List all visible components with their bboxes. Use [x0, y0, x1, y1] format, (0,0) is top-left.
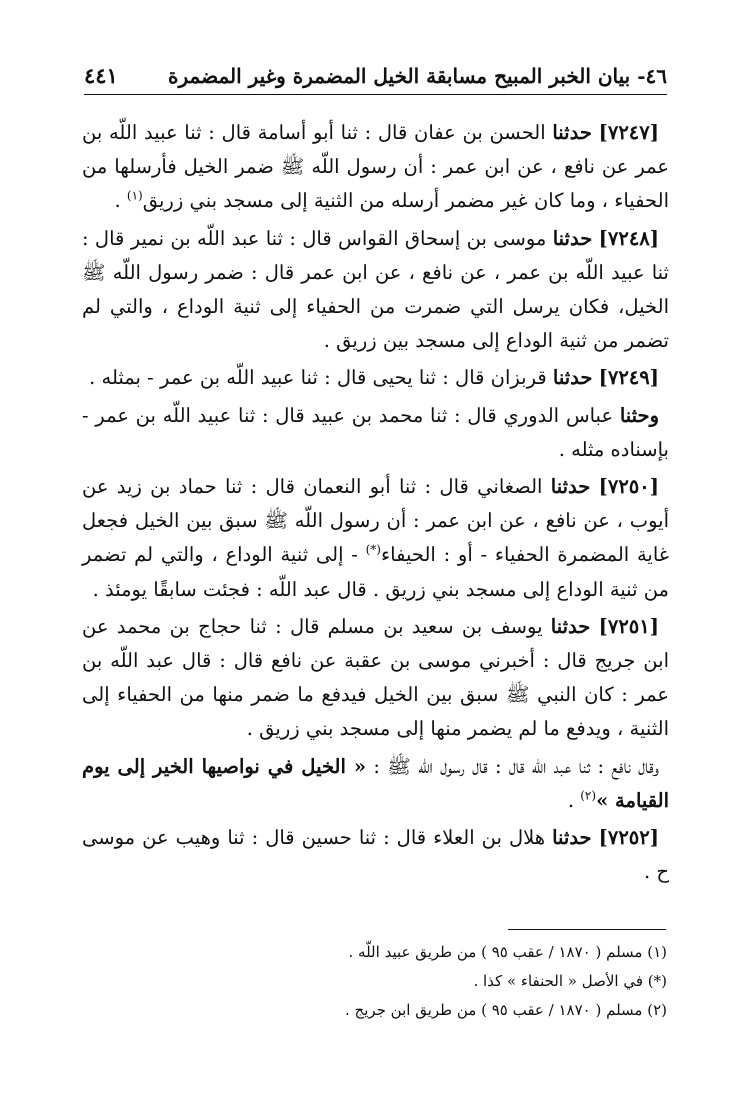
- hadith-number: [٧٢٥٠]: [598, 475, 659, 499]
- footnote-ref: (*): [365, 542, 381, 557]
- hadith-text: الصغاني قال : ثنا أبو النعمان قال : ثنا حماد بن زيد عن أيوب ، عن نافع ، عن ابن عمر : أن رسول اللّه ﷺ سبق بين الخيل فجعل غاية المضمرة الحفياء - أو : الحيفاء: [82, 475, 669, 567]
- narration-lead: حدثنا: [552, 366, 593, 390]
- hadith-text: موسى بن إسحاق القواس قال : ثنا عبد اللّه بن نمير قال : ثنا عبيد اللّه بن عمر ، عن نافع ، عن ابن عمر قال : ضمر رسول اللّه ﷺ الخيل، فكان يرسل التي ضمرت من الحفياء إلى ثنية الوداع ، والتي لم تضمر من ثنية الوداع إلى مسجد بين زريق .: [82, 226, 669, 353]
- hadith-7251-saying: [82, 750, 669, 818]
- page-number: ٤٤١: [84, 63, 118, 88]
- hadith-7249-alt-chain: [82, 399, 669, 467]
- hadith-text-continued: - إلى ثنية الوداع ، والتي لم تضمر من ثنية الوداع إلى مسجد بني زريق . قال عبد اللّه : فجئت سابقًا يومئذ .: [82, 543, 669, 601]
- narration-lead: وحثنا: [619, 403, 659, 427]
- narration-lead: حدثنا: [552, 121, 592, 144]
- hadith-number: [٧٢٤٧]: [598, 121, 659, 144]
- hadith-number: [٧٢٤٩]: [598, 366, 659, 390]
- narration-lead: حدثنا: [552, 226, 593, 250]
- hadith-7248: [82, 222, 669, 359]
- footnote-ref: (١): [126, 188, 143, 203]
- sentence-end: .: [114, 189, 127, 213]
- footnote-item: (١) مسلم ( ١٨٧٠ / عقب ٩٥ ) من طريق عبيد اللّه .: [348, 943, 667, 961]
- sentence-end: .: [567, 788, 581, 812]
- footnote-item: (٢) مسلم ( ١٨٧٠ / عقب ٩٥ ) من طريق ابن جريج .: [344, 1001, 667, 1019]
- narration-lead: حدثنا: [552, 826, 592, 850]
- hadith-7249: [82, 361, 669, 395]
- hadith-7252: [82, 821, 669, 889]
- page-body: [82, 116, 669, 892]
- hadith-number: [٧٢٥١]: [598, 614, 659, 638]
- hadith-text: هلال بن العلاء قال : ثنا حسين قال : ثنا وهيب عن موسى ح .: [82, 826, 669, 884]
- footnote-item: (*) في الأصل « الحنفاء » كذا .: [473, 972, 667, 990]
- hadith-text: يوسف بن سعيد بن مسلم قال : ثنا حجاج بن محمد عن ابن جريج قال : أخبرني موسى بن عقبة عن نافع قال : قال عبد اللّه بن عمر : كان النبي ﷺ سبق بين الخيل فيدفع ما ضمر منها من الحفياء إلى الثنية ، ويدفع ما لم يضمر منها إلى مسجد بني زريق .: [82, 614, 669, 741]
- hadith-7250: [82, 470, 669, 607]
- hadith-text: وقال نافع : ثنا عبد اللّه قال : قال رسول اللّه ﷺ :: [366, 754, 659, 778]
- chapter-title: ٤٦- بيان الخبر المبيح مسابقة الخيل المضمرة وغير المضمرة: [168, 64, 667, 88]
- footnote-divider: [508, 929, 666, 930]
- hadith-text: الحسن بن عفان قال : ثنا أبو أسامة قال : ثنا عبيد اللّه بن عمر عن نافع ، عن ابن عمر : أن رسول اللّه ﷺ ضمر الخيل فأرسلها من الحفياء ، وما كان غير مضمر أرسله من الثنية إلى مسجد بني زريق: [82, 121, 669, 213]
- hadith-text: قربزان قال : ثنا يحيى قال : ثنا عبيد اللّه بن عمر - بمثله .: [89, 366, 547, 390]
- footnotes: [82, 938, 667, 1025]
- hadith-7251: [82, 610, 669, 747]
- hadith-text: عباس الدوري قال : ثنا محمد بن عبيد قال : ثنا عبيد اللّه بن عمر - بإسناده مثله .: [82, 403, 669, 461]
- hadith-7247: [82, 116, 669, 219]
- page-header: [84, 58, 667, 95]
- narration-lead: حدثنا: [550, 475, 591, 499]
- hadith-number: [٧٢٥٢]: [598, 826, 659, 850]
- narration-lead: حدثنا: [550, 614, 591, 638]
- prophetic-saying: « الخيل في نواصيها الخير إلى يوم القيامة »: [82, 754, 669, 812]
- footnote-ref: (٢): [580, 788, 597, 803]
- hadith-number: [٧٢٤٨]: [598, 226, 660, 250]
